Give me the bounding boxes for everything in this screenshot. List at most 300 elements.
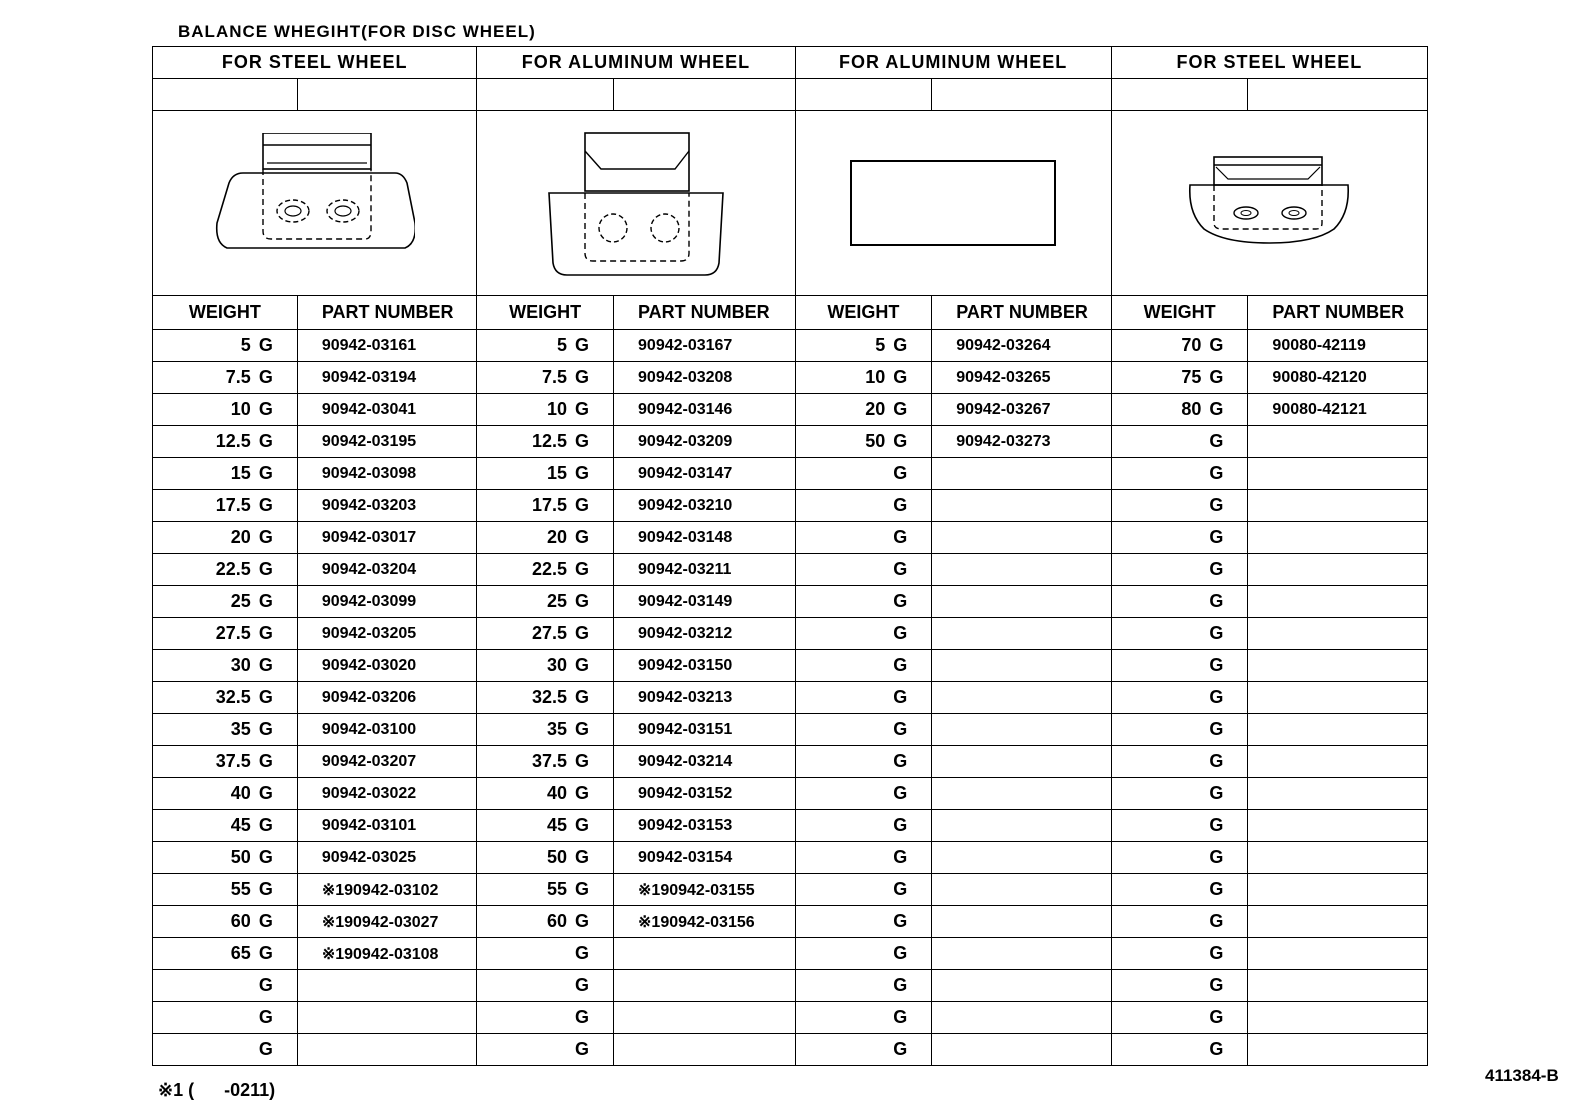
weight-cell	[795, 458, 932, 490]
illustration-cell-steel-1	[153, 111, 477, 296]
weight-unit: G	[893, 463, 908, 483]
weight-unit: G	[893, 1007, 908, 1027]
weight-unit: G	[258, 847, 273, 867]
weight-unit: G	[1209, 911, 1224, 931]
weight-unit: G	[893, 975, 908, 995]
weight-cell	[1111, 394, 1248, 426]
weight-unit: G	[1209, 975, 1224, 995]
document-reference: 411384-B	[1485, 1066, 1559, 1085]
part-number-cell: 90942-03209	[614, 426, 796, 458]
part-number-cell: 90942-03147	[614, 458, 796, 490]
table-row	[153, 650, 1428, 682]
weight-cell	[477, 682, 614, 714]
weight-unit: G	[575, 623, 590, 643]
weight-cell	[1111, 362, 1248, 394]
part-number-cell: 90942-03022	[297, 778, 477, 810]
weight-cell	[153, 362, 298, 394]
weight-value: 65	[230, 943, 251, 963]
weight-cell	[795, 970, 932, 1002]
weight-unit: G	[258, 431, 273, 451]
part-number-cell	[932, 874, 1112, 906]
weight-value: 10	[546, 399, 567, 419]
weight-cell	[795, 586, 932, 618]
part-number-cell	[932, 586, 1112, 618]
weight-cell	[1111, 490, 1248, 522]
part-number-cell: 90942-03020	[297, 650, 477, 682]
weight-unit: G	[1209, 399, 1224, 419]
weight-cell	[795, 714, 932, 746]
illustration-cell-aluminum-2	[795, 111, 1111, 296]
part-number-cell: 90942-03152	[614, 778, 796, 810]
part-number-cell: 90942-03100	[297, 714, 477, 746]
part-number-cell: 90942-03098	[297, 458, 477, 490]
table-row	[153, 714, 1428, 746]
page-title: BALANCE WHEGIHT(FOR DISC WHEEL)	[178, 22, 536, 41]
weight-value: 30	[546, 655, 567, 675]
weight-value: 45	[546, 815, 567, 835]
part-number-cell	[1248, 682, 1428, 714]
weight-cell	[153, 842, 298, 874]
weight-value: 35	[230, 719, 251, 739]
part-number-cell	[1248, 458, 1428, 490]
weight-unit: G	[258, 527, 273, 547]
table-row	[153, 1034, 1428, 1066]
weight-unit: G	[258, 719, 273, 739]
weight-cell	[477, 938, 614, 970]
part-number-cell: 90942-03205	[297, 618, 477, 650]
weight-value: 27.5	[215, 623, 251, 643]
weight-unit: G	[575, 815, 590, 835]
weight-cell	[477, 426, 614, 458]
weight-unit: G	[893, 687, 908, 707]
illustration-cell-aluminum-1	[477, 111, 795, 296]
weight-cell	[153, 682, 298, 714]
weight-cell	[795, 522, 932, 554]
blank-cell	[1111, 79, 1248, 111]
weight-unit: G	[575, 751, 590, 771]
weight-unit: G	[1209, 687, 1224, 707]
weight-cell	[477, 362, 614, 394]
weight-unit: G	[1209, 751, 1224, 771]
table-row	[153, 970, 1428, 1002]
weight-value: 60	[546, 911, 567, 931]
weight-unit: G	[1209, 815, 1224, 835]
weight-cell	[477, 778, 614, 810]
weight-cell	[1111, 778, 1248, 810]
part-number-cell	[1248, 522, 1428, 554]
weight-value: 17.5	[531, 495, 567, 515]
weight-unit: G	[1209, 559, 1224, 579]
part-number-cell	[1248, 618, 1428, 650]
weight-cell	[1111, 554, 1248, 586]
part-number-cell: 90942-03195	[297, 426, 477, 458]
weight-unit: G	[258, 687, 273, 707]
weight-cell	[1111, 618, 1248, 650]
weight-cell	[153, 426, 298, 458]
weight-cell	[1111, 1034, 1248, 1066]
weight-cell	[1111, 970, 1248, 1002]
weight-cell	[477, 394, 614, 426]
weight-value: 20	[230, 527, 251, 547]
part-number-cell: 90942-03273	[932, 426, 1112, 458]
part-number-cell	[1248, 426, 1428, 458]
weight-unit: G	[893, 911, 908, 931]
weight-cell	[795, 650, 932, 682]
part-number-cell	[932, 458, 1112, 490]
weight-unit: G	[258, 463, 273, 483]
weight-value: 37.5	[531, 751, 567, 771]
weight-cell	[153, 330, 298, 362]
part-number-cell: 90942-03148	[614, 522, 796, 554]
weight-unit: G	[575, 399, 590, 419]
weight-cell	[795, 362, 932, 394]
part-number-cell	[932, 618, 1112, 650]
weight-unit: G	[258, 399, 273, 419]
weight-cell	[477, 906, 614, 938]
weight-unit: G	[258, 623, 273, 643]
table-row	[153, 618, 1428, 650]
weight-value: 25	[230, 591, 251, 611]
weight-cell	[795, 490, 932, 522]
weight-unit: G	[893, 751, 908, 771]
weight-value: 60	[230, 911, 251, 931]
weight-value: 7.5	[541, 367, 567, 387]
weight-unit: G	[575, 367, 590, 387]
weight-unit: G	[575, 879, 590, 899]
weight-unit: G	[258, 591, 273, 611]
weight-unit: G	[1209, 495, 1224, 515]
part-number-column-header: PART NUMBER	[1248, 296, 1428, 330]
part-number-cell	[932, 970, 1112, 1002]
weight-unit: G	[1209, 943, 1224, 963]
weight-value: 15	[230, 463, 251, 483]
weight-cell	[795, 778, 932, 810]
part-number-cell: 90942-03161	[297, 330, 477, 362]
part-number-cell	[932, 810, 1112, 842]
weight-cell	[795, 618, 932, 650]
part-number-cell: 90942-03149	[614, 586, 796, 618]
weight-value: 55	[230, 879, 251, 899]
weight-unit: G	[575, 1039, 590, 1059]
weight-unit: G	[893, 1039, 908, 1059]
weight-value: 70	[1181, 335, 1202, 355]
weight-cell	[153, 586, 298, 618]
weight-cell	[153, 938, 298, 970]
weight-value: 20	[546, 527, 567, 547]
weight-unit: G	[1209, 591, 1224, 611]
weight-unit: G	[1209, 879, 1224, 899]
footnote: ※1 ( -0211)	[158, 1080, 276, 1100]
weight-unit: G	[575, 687, 590, 707]
part-number-cell: 90942-03146	[614, 394, 796, 426]
part-number-cell: 90942-03204	[297, 554, 477, 586]
weight-unit: G	[575, 591, 590, 611]
weight-cell	[1111, 746, 1248, 778]
blank-cell	[932, 79, 1112, 111]
weight-cell	[477, 650, 614, 682]
weight-cell	[795, 842, 932, 874]
group-header-aluminum-1: FOR ALUMINUM WHEEL	[477, 47, 795, 79]
weight-unit: G	[893, 943, 908, 963]
part-number-column-header: PART NUMBER	[932, 296, 1112, 330]
table-row	[153, 394, 1428, 426]
weight-unit: G	[575, 847, 590, 867]
part-number-cell: 90942-03150	[614, 650, 796, 682]
weight-cell	[1111, 938, 1248, 970]
weight-unit: G	[1209, 1039, 1224, 1059]
part-number-cell	[297, 970, 477, 1002]
part-number-cell: 90942-03154	[614, 842, 796, 874]
part-number-cell: ※190942-03155	[614, 874, 796, 906]
blank-cell	[795, 79, 932, 111]
weight-unit: G	[893, 527, 908, 547]
part-number-cell: 90942-03264	[932, 330, 1112, 362]
weight-value: 32.5	[531, 687, 567, 707]
weight-value: 40	[230, 783, 251, 803]
table-row	[153, 874, 1428, 906]
weight-unit: G	[575, 1007, 590, 1027]
illustration-row	[153, 111, 1428, 296]
weight-cell	[477, 1034, 614, 1066]
part-number-cell: 90942-03212	[614, 618, 796, 650]
part-number-cell	[1248, 1034, 1428, 1066]
weight-unit: G	[575, 527, 590, 547]
weight-cell	[1111, 426, 1248, 458]
weight-cell	[477, 970, 614, 1002]
weight-unit: G	[893, 879, 908, 899]
weight-unit: G	[1209, 335, 1224, 355]
part-number-cell: ※190942-03102	[297, 874, 477, 906]
weight-value: 17.5	[215, 495, 251, 515]
weight-unit: G	[575, 559, 590, 579]
blank-cell	[153, 79, 298, 111]
weight-value: 50	[546, 847, 567, 867]
weight-unit: G	[893, 719, 908, 739]
weight-unit: G	[1209, 431, 1224, 451]
weight-unit: G	[893, 559, 908, 579]
weight-value: 45	[230, 815, 251, 835]
weight-unit: G	[893, 367, 908, 387]
weight-unit: G	[258, 335, 273, 355]
part-number-cell: 90942-03151	[614, 714, 796, 746]
weight-value: 55	[546, 879, 567, 899]
table-row	[153, 554, 1428, 586]
part-number-cell: 90942-03194	[297, 362, 477, 394]
part-number-cell	[1248, 1002, 1428, 1034]
weight-cell	[795, 1002, 932, 1034]
weight-cell	[477, 1002, 614, 1034]
weight-cell	[1111, 682, 1248, 714]
weight-cell	[477, 746, 614, 778]
weight-cell	[153, 746, 298, 778]
weight-cell	[153, 810, 298, 842]
weight-value: 75	[1181, 367, 1202, 387]
part-number-cell: 90942-03167	[614, 330, 796, 362]
weight-value: 20	[865, 399, 886, 419]
group-header-aluminum-2: FOR ALUMINUM WHEEL	[795, 47, 1111, 79]
weight-column-header: WEIGHT	[795, 296, 932, 330]
weight-unit: G	[258, 815, 273, 835]
weight-unit: G	[893, 847, 908, 867]
weight-cell	[477, 522, 614, 554]
part-number-cell	[932, 1002, 1112, 1034]
table-row	[153, 682, 1428, 714]
clip-on-weight-steel-icon	[215, 133, 415, 273]
table-row	[153, 490, 1428, 522]
weight-unit: G	[893, 655, 908, 675]
part-number-cell: 90942-03017	[297, 522, 477, 554]
weight-cell	[153, 970, 298, 1002]
weight-unit: G	[258, 495, 273, 515]
weight-unit: G	[893, 783, 908, 803]
weight-cell	[153, 458, 298, 490]
weight-unit: G	[258, 655, 273, 675]
blank-cell	[614, 79, 796, 111]
weight-cell	[477, 490, 614, 522]
part-number-cell	[1248, 490, 1428, 522]
weight-unit: G	[893, 335, 908, 355]
weight-unit: G	[575, 463, 590, 483]
group-header-row	[153, 47, 1428, 79]
part-number-cell: 90080-42119	[1248, 330, 1428, 362]
weight-value: 7.5	[225, 367, 251, 387]
weight-cell	[795, 1034, 932, 1066]
part-number-cell	[932, 842, 1112, 874]
group-header-steel-2: FOR STEEL WHEEL	[1111, 47, 1427, 79]
table-row	[153, 906, 1428, 938]
blank-cell	[1248, 79, 1428, 111]
table-row	[153, 586, 1428, 618]
weight-cell	[153, 1034, 298, 1066]
table-row	[153, 938, 1428, 970]
weight-value: 5	[875, 335, 886, 355]
weight-unit: G	[258, 751, 273, 771]
weight-value: 5	[556, 335, 567, 355]
part-number-cell	[1248, 778, 1428, 810]
clip-on-weight-aluminum-icon	[541, 123, 731, 283]
part-number-cell	[1248, 554, 1428, 586]
weight-column-header: WEIGHT	[1111, 296, 1248, 330]
weight-cell	[477, 810, 614, 842]
weight-unit: G	[1209, 847, 1224, 867]
part-number-cell	[932, 490, 1112, 522]
weight-unit: G	[258, 783, 273, 803]
blank-cell	[477, 79, 614, 111]
part-number-cell	[614, 1002, 796, 1034]
part-number-cell	[932, 714, 1112, 746]
table-row	[153, 362, 1428, 394]
weight-value: 12.5	[531, 431, 567, 451]
part-number-cell	[932, 1034, 1112, 1066]
weight-unit: G	[575, 719, 590, 739]
part-number-cell: 90942-03203	[297, 490, 477, 522]
weight-unit: G	[258, 911, 273, 931]
weight-cell	[1111, 874, 1248, 906]
part-number-cell: 90942-03025	[297, 842, 477, 874]
part-number-cell	[297, 1002, 477, 1034]
weight-unit: G	[575, 655, 590, 675]
weight-unit: G	[1209, 527, 1224, 547]
part-number-cell: 90080-42121	[1248, 394, 1428, 426]
table-row	[153, 426, 1428, 458]
part-number-cell	[1248, 970, 1428, 1002]
weight-value: 10	[230, 399, 251, 419]
part-number-cell: 90942-03211	[614, 554, 796, 586]
part-number-cell: 90080-42120	[1248, 362, 1428, 394]
weight-value: 12.5	[215, 431, 251, 451]
weight-unit: G	[1209, 367, 1224, 387]
part-number-cell	[1248, 586, 1428, 618]
weight-cell	[795, 874, 932, 906]
part-number-cell	[1248, 906, 1428, 938]
weight-cell	[1111, 810, 1248, 842]
weight-value: 40	[546, 783, 567, 803]
adhesive-weight-icon	[843, 153, 1063, 253]
weight-column-header: WEIGHT	[477, 296, 614, 330]
weight-unit: G	[893, 431, 908, 451]
weight-unit: G	[1209, 719, 1224, 739]
weight-value: 15	[546, 463, 567, 483]
table-row	[153, 810, 1428, 842]
weight-cell	[1111, 1002, 1248, 1034]
weight-cell	[153, 490, 298, 522]
weight-cell	[795, 810, 932, 842]
table-row	[153, 778, 1428, 810]
part-number-cell	[1248, 874, 1428, 906]
part-number-cell	[614, 938, 796, 970]
table-row	[153, 1002, 1428, 1034]
part-number-cell	[932, 650, 1112, 682]
weight-column-header: WEIGHT	[153, 296, 298, 330]
weight-cell	[153, 554, 298, 586]
part-number-cell: 90942-03041	[297, 394, 477, 426]
weight-value: 10	[865, 367, 886, 387]
blank-row	[153, 79, 1428, 111]
weight-cell	[795, 746, 932, 778]
part-number-cell	[297, 1034, 477, 1066]
part-number-cell	[932, 522, 1112, 554]
part-number-cell: 90942-03267	[932, 394, 1112, 426]
weight-cell	[1111, 650, 1248, 682]
weight-unit: G	[258, 975, 273, 995]
weight-unit: G	[1209, 623, 1224, 643]
weight-cell	[1111, 522, 1248, 554]
weight-cell	[795, 938, 932, 970]
part-number-cell: ※190942-03027	[297, 906, 477, 938]
part-number-column-header: PART NUMBER	[297, 296, 477, 330]
part-number-cell	[1248, 938, 1428, 970]
weight-unit: G	[258, 1007, 273, 1027]
weight-value: 30	[230, 655, 251, 675]
weight-value: 22.5	[215, 559, 251, 579]
weight-cell	[153, 874, 298, 906]
weight-unit: G	[575, 495, 590, 515]
weight-value: 50	[865, 431, 886, 451]
clip-on-weight-steel-large-icon	[1184, 153, 1354, 253]
weight-cell	[153, 650, 298, 682]
weight-cell	[477, 842, 614, 874]
weight-cell	[477, 618, 614, 650]
part-number-cell	[614, 970, 796, 1002]
weight-value: 35	[546, 719, 567, 739]
part-number-cell	[932, 554, 1112, 586]
part-number-cell	[1248, 650, 1428, 682]
weight-value: 27.5	[531, 623, 567, 643]
part-number-cell: 90942-03213	[614, 682, 796, 714]
weight-value: 37.5	[215, 751, 251, 771]
table-row	[153, 746, 1428, 778]
weight-cell	[795, 394, 932, 426]
